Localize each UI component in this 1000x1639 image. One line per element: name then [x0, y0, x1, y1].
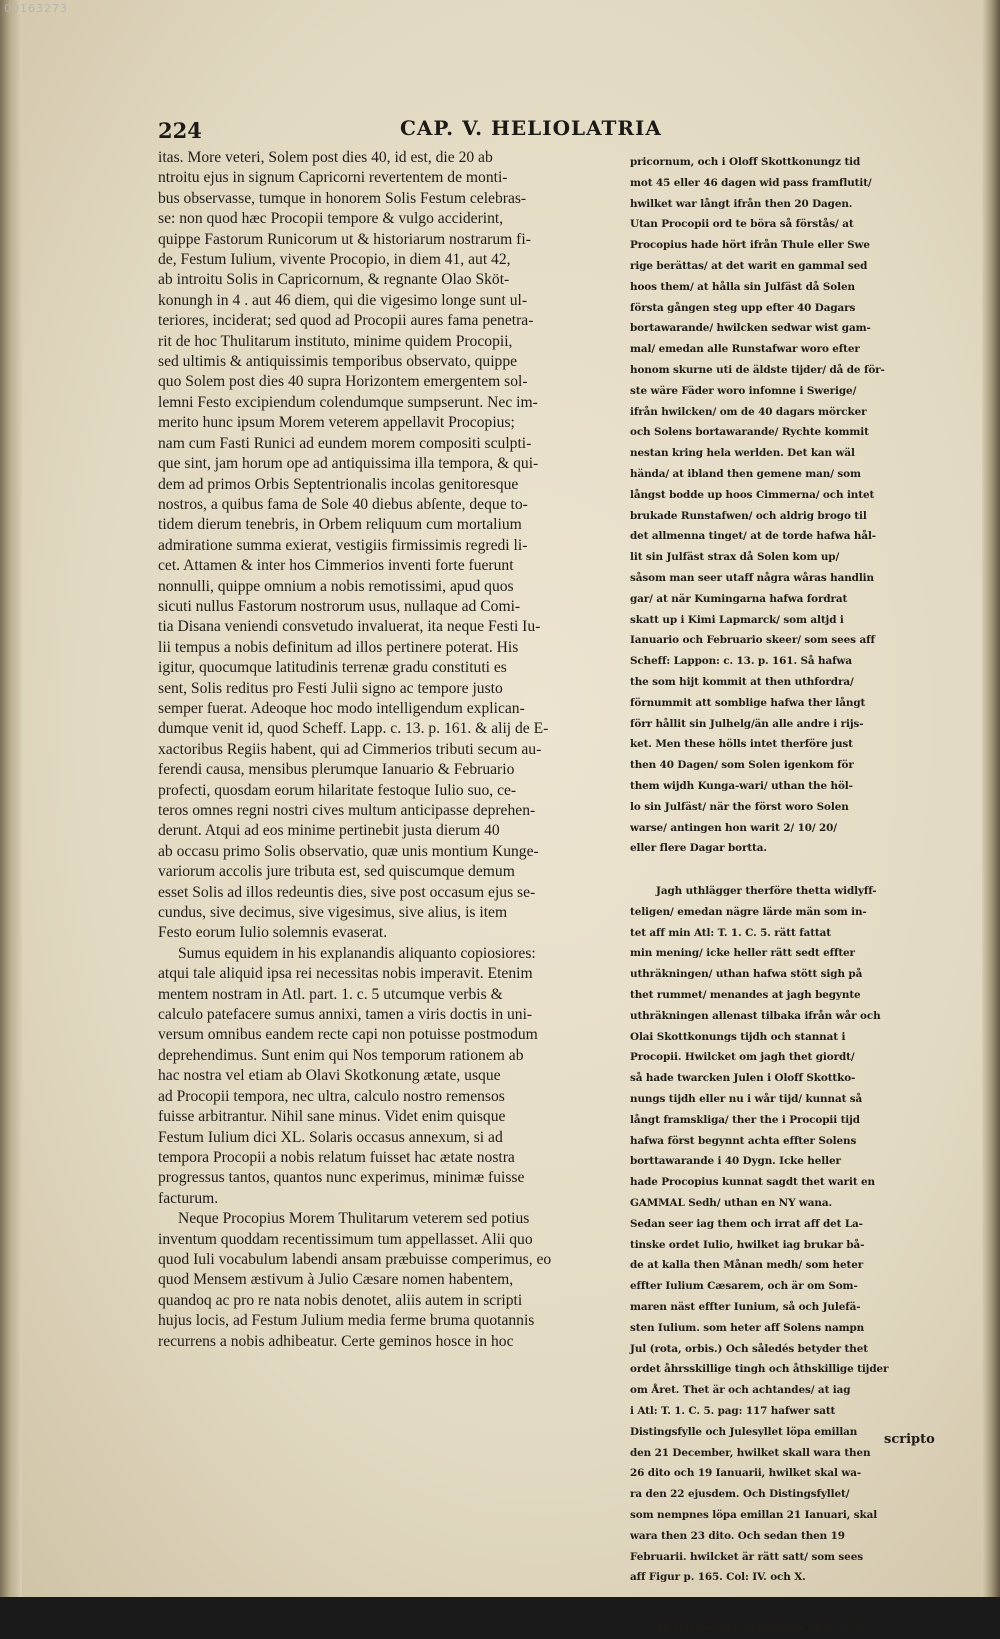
text-line: teros omnes regni nostri cives multum anticipasse deprehen- [158, 802, 536, 819]
text-line: dumque venit id, quod Scheff. Lapp. c. 13. p. 161. & alij de E- [158, 720, 549, 738]
text-line: ra den 22 ejusdem. Och Distingsfyllet/ [630, 1488, 850, 1501]
text-line: ordet åhrsskillige tingh och åthskillige tijder [630, 1363, 889, 1376]
text-line: Scheff: Lappon: c. 13. p. 161. Så hafwa [630, 655, 852, 668]
text-line: maren näst effter Iunium, så och Julefä- [630, 1301, 861, 1314]
text-line: ket. Men these hölls intet therföre just [630, 738, 853, 751]
text-line: quod Iuli vocabulum labendi ansam præbuisse comperimus, eo [158, 1250, 552, 1268]
catchword: scripto [884, 1432, 935, 1447]
text-line: que sint, jam horum ope ad antiquissima illa tempora, & qui- [158, 455, 539, 473]
text-line: deprehendimus. Sunt enim qui Nos temporum rationem ab [158, 1046, 524, 1064]
paragraph-gap [630, 1588, 938, 1618]
text-line: Sedan seer iag them och irrat aff det La- [630, 1217, 863, 1230]
text-line: Distingsfylle och Julesyllet löpa emillan [630, 1425, 858, 1438]
text-line: nostros, a quibus fama de Sole 40 diebus abſente, deque to- [158, 495, 528, 513]
text-line: merito hunc ipsum Morem veterem appellavit Procopius; [158, 414, 515, 432]
text-line: se: non quod hæc Procopii tempore & vulgo acciderint, [158, 210, 504, 228]
text-line: esset Solis ad illos redeuntis dies, sive post occasum ejus se- [158, 883, 536, 901]
text-line: facturum. [158, 1189, 219, 1207]
text-line: honom skurne uti de äldste tijder/ då de för- [630, 363, 885, 376]
text-line: det allmenna tinget/ at de torde hafwa hål- [630, 530, 877, 543]
text-line: xactoribus Regiis habent, qui ad Cimmerios tributi secum au- [158, 740, 542, 758]
text-line: och Solens bortawarande/ Rychte kommit [630, 426, 869, 439]
text-line: lo sin Julfäst/ när the först woro Solen [630, 800, 849, 813]
text-line: atqui tale aliquid ipsa rei necessitas nobis imperavit. Etenim [158, 965, 533, 983]
text-line: rit de hoc Thulitarum instituto, minime quidem Procopii, [158, 332, 513, 350]
latin-column [158, 148, 620, 1352]
text-line: första gången steg upp efter 40 Dagars [630, 301, 856, 314]
text-line: fuisse arbitrantur. Nihil sane minus. Videt enim quisque [158, 1108, 506, 1126]
text-line: brukade Runstafwen/ och aldrig brogo til [630, 509, 867, 522]
text-line: uthräkningen/ uthan hafwa stött sigh på [630, 968, 863, 981]
text-line: de at kalla then Månan medh/ som heter [630, 1259, 864, 1272]
text-line: inventum quoddam recentissimum tum appellasset. Alii quo [158, 1230, 533, 1248]
text-line: ste wäre Fäder woro infomne i Swerige/ [630, 384, 857, 397]
text-line: thet rummet/ menandes at jagh begynte [630, 989, 861, 1002]
text-line: semper fuerat. Adeoque hoc modo intelligendum explican- [158, 699, 525, 717]
text-line: i Atl: T. 1. C. 5. pag: 117 hafwer satt [630, 1405, 836, 1418]
text-line: lemni Festo excipiendum colendumque sumpserunt. Nec im- [158, 393, 538, 411]
text-line: tet aff min Atl: T. 1. C. 5. rätt fattat [630, 926, 831, 939]
text-line: profecti, quosdam eorum hilaritate festoque Iulio suo, ce- [158, 781, 517, 799]
running-title: CAP. V. HELIOLATRIA [400, 116, 662, 140]
text-line: ifrån hwilcken/ om de 40 dagars mörcker [630, 405, 867, 418]
text-line: derunt. Atqui ad eos minime pertinebit justa dierum 40 [158, 822, 500, 840]
text-line: eller flere Dagar bortta. [630, 842, 767, 855]
text-line: warse/ antingen hon warit 2/ 10/ 20/ [630, 821, 838, 834]
text-line: tia Disana veniendi consvetudo invaluerat, ita neque Festi Iu- [158, 618, 541, 636]
text-line: såsom man seer utaff några wåras handlin [630, 571, 874, 584]
text-line: Är såledés wisst thet iagh i T. 1. C. 5. [656, 1622, 867, 1635]
text-line: teriores, inciderat; sed quod ad Procopii aures fama penetra- [158, 312, 534, 330]
text-line: hac nostra vel etiam ab Olavi Skotkonung ætate, usque [158, 1067, 501, 1085]
text-line: lii tempus a nobis definitum ad illos pertinere poterat. His [158, 638, 519, 656]
text-line: teligen/ emedan nägre lärde män som in- [630, 905, 867, 918]
text-line: Procopii. Hwilcket om jagh thet giordt/ [630, 1051, 855, 1064]
text-line: quod Mensem æstivum à Julio Cæsare nomen habentem, [158, 1271, 514, 1289]
text-line: mot 45 eller 46 dagen wid pass framflutit/ [630, 176, 872, 189]
text-line: sent, Solis reditus pro Festi Julii signo ac tempore justo [158, 679, 503, 697]
text-line: hoos them/ at hålla sin Julfäst då Solen [630, 280, 855, 293]
text-line: om Året. Thet är och achtandes/ at iag [630, 1384, 851, 1397]
text-line: quippe Fastorum Runicorum ut & historiarum nostrarum fi- [158, 230, 531, 248]
text-line: nonnulli, quippe omnium a nobis remotissimi, apud quos [158, 577, 514, 595]
text-line: Februarii. hwilcket är rätt satt/ som sees [630, 1550, 863, 1563]
text-line: 26 dito och 19 Ianuarii, hwilket skal wa- [630, 1467, 862, 1480]
text-line: quandoq ac pro re nata nobis denotet, aliis autem in scripti [158, 1291, 523, 1309]
swedish-column [630, 152, 938, 1639]
text-line: min mening/ icke heller rätt sedt effter [630, 947, 855, 960]
text-line: hända/ at ibland then gemene man/ som [630, 467, 861, 480]
text-line: långst bodde up hoos Cimmerna/ och intet [630, 488, 875, 501]
page-header [150, 112, 680, 152]
text-line: cet. Attamen & inter hos Cimmerios inventi forte fuerunt [158, 557, 514, 575]
text-line: förnummit att somblige hafwa ther långt [630, 696, 866, 709]
text-line: bortawarande/ hwilcken sedwar wist gam- [630, 322, 871, 335]
text-line: aff Figur p. 165. Col: IV. och X. [630, 1571, 806, 1584]
text-line: progressus tantos, quantos nunc experimus, minimæ fuisse [158, 1169, 525, 1187]
text-line: Sumus equidem in his explanandis aliquanto copiosiores: [178, 944, 536, 962]
text-line: dem ad primos Orbis Septentrionalis incolas genitoresque [158, 475, 519, 493]
archive-id: 00163273 [4, 2, 68, 15]
text-line: ab occasu primo Solis observatio, quæ unis montium Kunge- [158, 842, 539, 860]
text-line: Festo eorum Iulio solemnis evaserat. [158, 924, 388, 942]
text-line: borttawarande i 40 Dygn. Icke heller [630, 1155, 841, 1168]
text-line: itas. More veteri, Solem post dies 40, id est, die 20 ab [158, 149, 493, 166]
text-line: hujus locis, ad Festum Julium media ferme bruma quotannis [158, 1312, 535, 1330]
text-line: den 21 December, hwilket skall wara then [630, 1446, 871, 1459]
text-line: pricornum, och i Oloff Skottkonungz tid [630, 156, 861, 168]
text-line: cundus, sive decimus, sive vigesimus, sive alius, is item [158, 904, 508, 922]
text-line: som nempnes löpa emillan 21 Ianuari, skal [630, 1509, 878, 1521]
page-number: 224 [158, 118, 202, 143]
text-line: sten Iulium. som heter aff Solens nampn [630, 1321, 865, 1334]
text-line: then 40 Dagen/ som Solen igenkom för [630, 759, 854, 772]
text-line: hafwa först begynnt achta effter Solens [630, 1134, 857, 1147]
text-line: rige berättas/ at det warit en gammal sed [630, 259, 868, 272]
text-line: GAMMAL Sedh/ uthan en NY wana. [630, 1197, 832, 1210]
page-edge [982, 0, 1000, 1597]
text-line: förr hållit sin Julhelg/än alle andre i rijs- [630, 717, 864, 730]
text-line: igitur, quocumque latitudinis terrenæ gradu constituti es [158, 659, 507, 677]
text-line: hwilket war långt ifrån then 20 Dagen. [630, 197, 853, 210]
text-line: gar/ at när Kumingarna hafwa fordrat [630, 592, 848, 605]
text-line: Festum Iulium dici XL. Solaris occasus annexum, si ad [158, 1128, 503, 1146]
text-line: nam cum Fasti Runici ad eundem morem compositi sculpti- [158, 434, 532, 452]
text-line: de, Festum Iulium, vivente Procopio, in diem 41, aut 42, [158, 251, 511, 269]
text-line: admiratione summa exierat, vestigiis firmissimis regredi li- [158, 536, 528, 554]
text-line: sicuti nullus Fastorum nostrorum usus, nullaque ad Comi- [158, 597, 521, 615]
text-line: calculo patefacere sumus annixi, tamen a viris doctis in uni- [158, 1006, 533, 1024]
text-line: långt framskliga/ ther the i Procopii tijd [630, 1113, 860, 1126]
text-line: Ianuario och Februario skeer/ som sees aff [630, 634, 875, 647]
text-line: så hade twarcken Julen i Oloff Skottko- [630, 1072, 856, 1085]
text-line: ad Procopii tempora, nec ultra, calculo nostro remensos [158, 1087, 505, 1105]
paragraph-gap [630, 859, 938, 881]
text-line: quo Solem post dies 40 supra Horizontem emergentem sol- [158, 373, 528, 391]
text-line: lit sin Julfäst strax då Solen kom up/ [630, 551, 840, 564]
text-line: ferendi causa, mensibus plerumque Ianuario & Februario [158, 761, 515, 779]
text-line: ab introitu Solis in Capricornum, & regnante Olao Sköt- [158, 271, 510, 289]
text-line: mentem nostram in Atl. part. 1. c. 5 utcumque verbis & [158, 985, 503, 1003]
text-line: the som hijt kommit at then uthfordra/ [630, 675, 854, 688]
text-line: Utan Procopii ord te böra så förstås/ at [630, 218, 854, 231]
text-line: uthräkningen allenast tilbaka ifrån wår och [630, 1009, 881, 1022]
text-line: hade Procopius kunnat sagdt thet warit en [630, 1176, 875, 1189]
text-line: Olai Skottkonungs tijdh och stannat i [630, 1030, 846, 1043]
text-line: effter Iulium Cæsarem, och är om Som- [630, 1280, 858, 1293]
page-gutter [0, 0, 22, 1597]
text-line: Jagh uthlägger therföre thetta widlyff- [656, 885, 877, 898]
text-line: them wijdh Kunga-wari/ uthan the höl- [630, 779, 853, 792]
text-line: skatt up i Kimi Lapmarck/ som altjd i [630, 613, 844, 626]
text-line: tempora Procopii a nobis relatum fuisset hac ætate nostra [158, 1148, 515, 1166]
text-line: ntroitu ejus in signum Capricorni revertentem de monti- [158, 169, 508, 187]
text-line: tinske ordet Iulio, hwilket iag brukar bå- [630, 1238, 865, 1251]
text-line: konungh in 4 . aut 46 diem, qui die vigesimo longe sunt ul- [158, 291, 528, 309]
text-line: wara then 23 dito. Och sedan then 19 [630, 1529, 845, 1542]
text-line: sed ultimis & antiquissimis temporibus observato, quippe [158, 353, 518, 371]
text-line: variorum accolis jure tributa est, sed quiscumque demum [158, 863, 515, 881]
text-line: Neque Procopius Morem Thulitarum veterem sed potius [178, 1210, 530, 1228]
text-line: nungs tijdh eller nu i wår tijd/ kunnat så [630, 1093, 863, 1106]
text-line: nestan kring hela werlden. Det kan wäl [630, 447, 855, 460]
text-line: versum omnibus eandem recte capi non potuisse postmodum [158, 1026, 538, 1044]
text-line: mal/ emedan alle Runstafwar woro efter [630, 343, 860, 356]
text-line: Jul (rota, orbis.) Och såledés betyder thet [630, 1342, 868, 1355]
text-line: tidem dierum tenebris, in Orbem reliquum cum mortalium [158, 516, 522, 534]
text-line: Procopius hade hört ifrån Thule eller Swe [630, 239, 870, 252]
text-line: bus observasse, tumque in honorem Solis Festum celebras- [158, 189, 527, 207]
text-line: recurrens a nobis adhibeatur. Certe geminos hosce in hoc [158, 1332, 514, 1350]
